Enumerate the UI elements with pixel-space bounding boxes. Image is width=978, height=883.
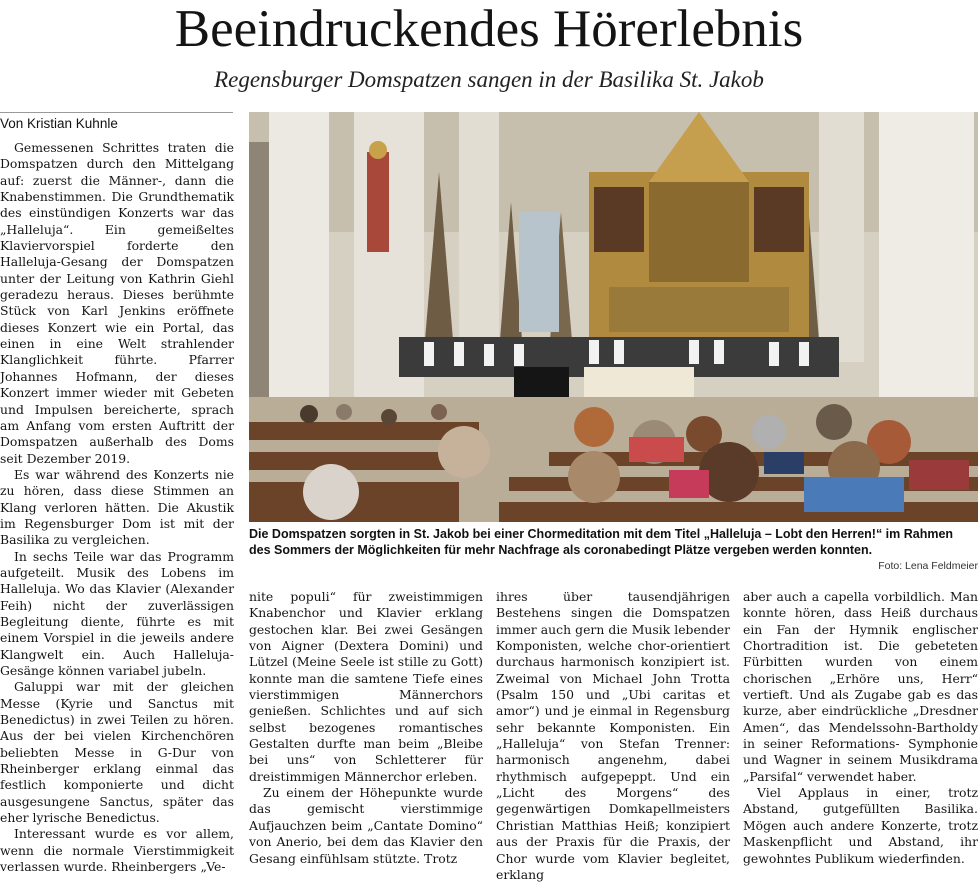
body-column-4 xyxy=(743,589,978,866)
paragraph: ihres über tausendjährigen Bestehens singen die Domspatzen immer auch gern die Musik lebender Komponisten, welche chor-orientiert durchaus harmonisch konzipiert ist. Zweimal von Michael John Trotta (Psalm 150 und „Ubi caritas et amor“) und je einmal in Regensburg sehr bekannte Komponisten. Ein „Halleluja“ von Stefan Trenner: harmonisch angenehm, dabei rhythmisch aufgepeppt. Und ein „Licht des Morgens“ des gegenwärtigen Domkapellmeisters Christian Matthias Heiß; konzipiert aus der Praxis für die Praxis, der Chor wurde vom Klavier begleitet, erklang xyxy=(496,589,730,882)
subheadline: Regensburger Domspatzen sangen in der Basilika St. Jakob xyxy=(214,67,764,92)
paragraph: Interessant wurde es vor allem, wenn die normale Vierstimmigkeit verlassen wurde. Rheinbergers „Ve- xyxy=(0,826,234,875)
paragraph: Viel Applaus in einer, trotz Abstand, gutgefüllten Basilika. Mögen auch andere Konzerte, trotz Maskenpflicht und Abstand, ihr gewohntes Publikum wiederfinden. xyxy=(743,785,978,866)
paragraph: Es war während des Konzerts nie zu hören, dass diese Stimmen an Klang verloren hätten. Die Akustik im Regensburger Dom ist mit der Basilika zu vergleichen. xyxy=(0,466,234,548)
byline-rule xyxy=(0,112,233,113)
byline: Von Kristian Kuhnle xyxy=(0,116,118,131)
pillar xyxy=(879,112,974,412)
body-column-1 xyxy=(0,140,234,875)
pillar xyxy=(819,112,864,362)
body-column-2 xyxy=(249,589,483,866)
paragraph: Zu einem der Höhepunkte wurde das gemischt vierstimmige Aufjauchzen beim „Cantate Domino“ von Anerio, bei dem das Klavier den Gesang einfühlsam stützte. Trotz xyxy=(249,785,483,866)
body-column-3 xyxy=(496,589,730,882)
pillar xyxy=(269,112,329,412)
headline: Beeindruckendes Hörerlebnis xyxy=(174,0,804,58)
paragraph: aber auch a capella vorbildlich. Man konnte hören, dass Heiß durchaus ein Fan der Hymnik englischer Chortradition ist. Die gebeteten Fürbitten wurden von einem chorischen „Erhöre uns, Herr“ vertieft. Und als Zugabe gab es das kurze, aber eindrückliche „Dresdner Amen“, das Mendelssohn-Bartholdy in seiner Reformations- Symphonie und Wagner in seinem Musikdrama „Parsifal“ verwendet haber. xyxy=(743,589,978,784)
photo-caption: Die Domspatzen sorgten in St. Jakob bei einer Chormeditation mit dem Titel „Halleluja – Lobt den Herren!“ im Rahmen des Sommers der Möglichkeiten für mehr Nachfrage als coronabedingt Plätze vergeben werden konnten. xyxy=(249,527,954,557)
paragraph: In sechs Teile war das Programm aufgeteilt. Musik des Lobens im Halleluja. Wo das Klavier (Alexander Feih) nicht der zuverlässigen Begleitung diente, führte es mit einem Vorspiel in die jeweils andere Klangwelt ein. Auch Halleluja-Gesänge können variabel jubeln. xyxy=(0,548,234,678)
paragraph: Gemessenen Schrittes traten die Domspatzen durch den Mittelgang auf: zuerst die Männer-, dann die Knabenstimmen. Die Grundthematik des einstündigen Konzerts war das „Halleluja“. Ein gemeißeltes Klaviervorspiel forderte den Halleluja-Gesang der Domspatzen unter der Leitung von Kathrin Giehl geradezu heraus. Dieses berühmte Stück von Karl Jenkins eröffnete dieses Konzert wie ein Portal, das einen in eine Welt strahlender Klanglichkeit führte. Pfarrer Johannes Hofmann, der dieses Konzert immer wieder mit Gebeten und Impulsen bereicherte, sprach am Anfang vom ersten Auftritt der Domspatzen außerhalb des Doms seit Dezember 2019. xyxy=(0,140,234,466)
basilica-interior-illustration xyxy=(249,112,978,522)
concert-photo xyxy=(249,112,978,522)
pillar xyxy=(459,112,499,352)
paragraph: nite populi“ für zweistimmigen Knabenchor und Klavier erklang gestochen klar. Bei zwei Gesängen von Aigner (Dextera Domini) und Lützel (Meine Seele ist stille zu Gott) konnte man die samtene Tiefe eines vierstimmigen Männerchors genießen. Schlichtes und auf sich selbst bezogenes romantisches Gestalten durfte man beim „Bleibe bei uns“ von Schletterer für dreistimmigen Männerchor erleben. xyxy=(249,589,483,784)
photo-credit: Foto: Lena Feldmeier xyxy=(878,560,978,572)
paragraph: Galuppi war mit der gleichen Messe (Kyrie und Sanctus mit Benedictus) in zwei Teilen zu hören. Aus der bei vielen Kirchenchören beliebten Messe in G-Dur von Rheinberger erklang einmal das festlich komponierte und dicht ausgesungene Sanctus, später das eher lyrische Benedictus. xyxy=(0,679,234,826)
